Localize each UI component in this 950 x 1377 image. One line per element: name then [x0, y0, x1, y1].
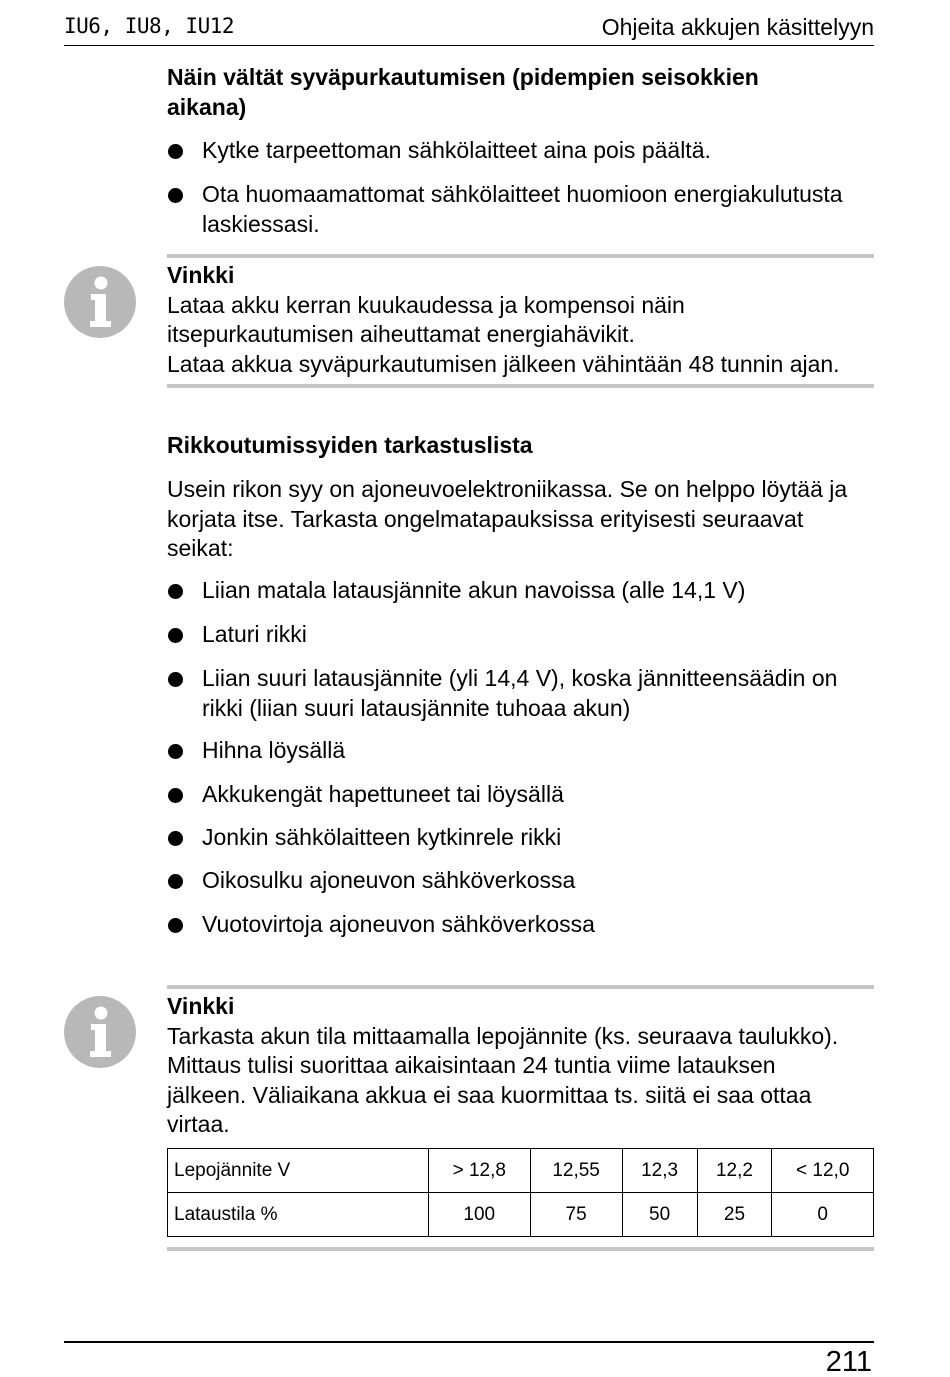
- footer-divider: [64, 1341, 874, 1343]
- tip-divider-bottom: [167, 384, 874, 388]
- row-header: Lepojännite V: [168, 1149, 429, 1193]
- list-item: Laturi rikki: [167, 620, 877, 650]
- bullet-icon: [168, 672, 183, 687]
- info-icon: [64, 266, 136, 338]
- row-header: Lataustila %: [168, 1193, 429, 1237]
- table-cell: 25: [697, 1193, 772, 1237]
- bullet-icon: [168, 628, 183, 643]
- intro-paragraph: Usein rikon syy on ajoneuvoelektroniikassa. Se on helppo löytää ja korjata itse. Tarkasta ongelmatapauksissa erityisesti seuraavat seikat:: [167, 476, 848, 561]
- table-cell: 0: [772, 1193, 874, 1237]
- bullet-icon: [168, 788, 183, 803]
- list-item: Liian suuri latausjännite (yli 14,4 V), koska jännitteensäädin on rikki (liian suuri latausjännite tuhoaa akun): [167, 664, 877, 723]
- bullet-icon: [168, 831, 183, 846]
- table-cell: 100: [429, 1193, 531, 1237]
- list-item: Vuotovirtoja ajoneuvon sähköverkossa: [167, 910, 877, 940]
- model-names: IU6, IU8, IU12: [64, 14, 235, 38]
- tip-title: Vinkki: [167, 262, 235, 288]
- list-item: Liian matala latausjännite akun navoissa (alle 14,1 V): [167, 576, 877, 606]
- tip-box-1: [167, 261, 877, 379]
- bullet-icon: [168, 874, 183, 889]
- table-cell: 75: [530, 1193, 622, 1237]
- tip-divider-top: [167, 254, 874, 258]
- table-cell: < 12,0: [772, 1149, 874, 1193]
- chapter-title: Ohjeita akkujen käsittelyyn: [601, 14, 874, 40]
- bullet-icon: [168, 918, 183, 933]
- list-item: Ota huomaamattomat sähkölaitteet huomioon energiakulutusta laskiessasi.: [167, 180, 877, 239]
- table-cell: 12,55: [530, 1149, 622, 1193]
- info-icon: [64, 996, 136, 1068]
- section-heading-checklist: Rikkoutumissyiden tarkastuslista: [167, 432, 533, 458]
- tip-text-line: jälkeen. Väliaikana akkua ei saa kuormittaa ts. siitä ei saa ottaa: [167, 1081, 812, 1108]
- tip-text-line: Tarkasta akun tila mittaamalla lepojännite (ks. seuraava taulukko).: [167, 1022, 839, 1049]
- table-cell: > 12,8: [429, 1149, 531, 1193]
- tip-text-line: Lataa akku kerran kuukaudessa ja kompensoi näin: [167, 291, 685, 318]
- table-row: [168, 1149, 874, 1193]
- list-item: Hihna löysällä: [167, 736, 877, 766]
- tip-text-line: Lataa akkua syväpurkautumisen jälkeen vähintään 48 tunnin ajan.: [167, 350, 840, 377]
- section-heading-deep-discharge: Näin vältät syväpurkautumisen (pidempien seisokkien aikana): [167, 64, 759, 120]
- tip-text-line: virtaa.: [167, 1111, 230, 1137]
- bullet-icon: [168, 744, 183, 759]
- bullet-icon: [168, 144, 183, 159]
- tip-divider-bottom: [167, 1247, 874, 1251]
- tip-divider-top: [167, 985, 874, 989]
- table-cell: 12,3: [622, 1149, 697, 1193]
- list-item: Jonkin sähkölaitteen kytkinrele rikki: [167, 823, 877, 853]
- table-cell: 12,2: [697, 1149, 772, 1193]
- bullet-icon: [168, 188, 183, 203]
- tip-text-line: Mittaus tulisi suorittaa aikaisintaan 24 tuntia viime latauksen: [167, 1052, 776, 1078]
- tip-box-2: [167, 992, 877, 1140]
- list-item: Kytke tarpeettoman sähkölaitteet aina pois päältä.: [167, 136, 877, 166]
- tip-text-line: itsepurkautumisen aiheuttamat energiahävikit.: [167, 321, 635, 347]
- table-cell: 50: [622, 1193, 697, 1237]
- page-header: [64, 12, 874, 46]
- bullet-icon: [168, 584, 183, 599]
- table-row: [168, 1193, 874, 1237]
- tip-title: Vinkki: [167, 993, 235, 1019]
- list-item: Akkukengät hapettuneet tai löysällä: [167, 780, 877, 810]
- voltage-charge-table: [167, 1148, 874, 1237]
- list-item: Oikosulku ajoneuvon sähköverkossa: [167, 866, 877, 896]
- page-number: 211: [825, 1346, 872, 1377]
